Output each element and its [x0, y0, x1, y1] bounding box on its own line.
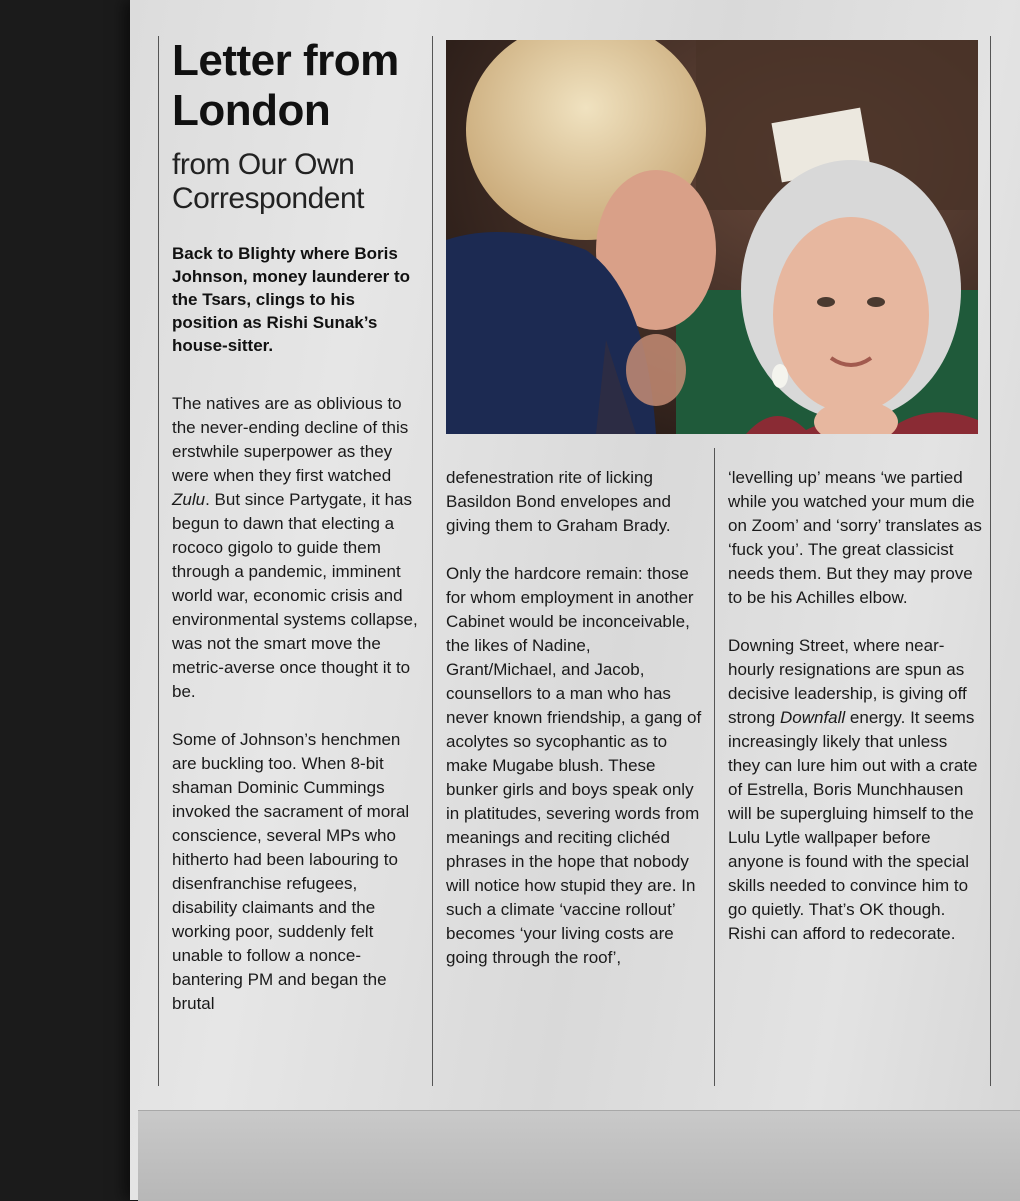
paragraph: ‘levelling up’ means ‘we partied while you watched your mum die on Zoom’ and ‘sorry’ translates as ‘fuck you’. The great classicist needs them. But they may prove to be his Achilles elbow. — [728, 468, 982, 607]
paragraph: Some of Johnson’s henchmen are buckling too. When 8-bit shaman Dominic Cummings invoked the sacrament of moral conscience, several MPs who hitherto had been labouring to disenfranchise refugees, disability claimants and the working poor, suddenly felt unable to follow a nonce-bantering PM and began the brutal — [172, 730, 410, 1013]
column-rule-2 — [714, 448, 715, 1086]
article-photo — [446, 40, 978, 434]
paragraph: defenestration rite of licking Basildon Bond envelopes and giving them to Graham Brady. — [446, 468, 671, 535]
standfirst: Back to Blighty where Boris Johnson, money launderer to the Tsars, clings to his position as Rishi Sunak’s house-sitter. — [172, 244, 411, 355]
article-column-3 — [728, 466, 984, 970]
column-rule-1 — [432, 36, 433, 1086]
paragraph: Only the hardcore remain: those for whom employment in another Cabinet would be inconceivable, the likes of Nadine, Grant/Michael, and Jacob, counsellors to a man who has never known friendship, a gang of acolytes so sycophantic as to make Mugabe blush. These bunker girls and boys speak only in platitudes, severing words from meanings and reciting clichéd phrases in the hope that nobody will notice how stupid they are. In such a climate ‘vaccine rollout’ becomes ‘your living costs are going through the roof’, — [446, 564, 702, 967]
paragraph: Downing Street, where near-hourly resignations are spun as decisive leadership, is giving off strong Downfall energy. It seems increasingly likely that unless they can lure him out with a crate of Estrella, Boris Munchhausen will be supergluing himself to the Lulu Lytle wallpaper before anyone is found with the special skills needed to convince him to go quietly. That’s OK though. Rishi can afford to redecorate. — [728, 636, 978, 943]
headline: Letter from London — [172, 36, 399, 135]
byline: from Our Own Correspondent — [172, 148, 364, 215]
article-column-1 — [172, 392, 422, 1040]
column-rule-right — [990, 36, 991, 1086]
column-rule-left — [158, 36, 159, 1086]
photo-illustration — [446, 40, 978, 434]
article-column-2 — [446, 466, 704, 994]
paragraph: The natives are as oblivious to the never-ending decline of this erstwhile superpower as they were when they first watched Zulu. But since Partygate, it has begun to dawn that electing a rococo gigolo to guide them through a pandemic, imminent world war, economic crisis and environmental systems collapse, was not the smart move the metric-averse once thought it to be. — [172, 394, 418, 701]
page-edge — [138, 1110, 1020, 1201]
